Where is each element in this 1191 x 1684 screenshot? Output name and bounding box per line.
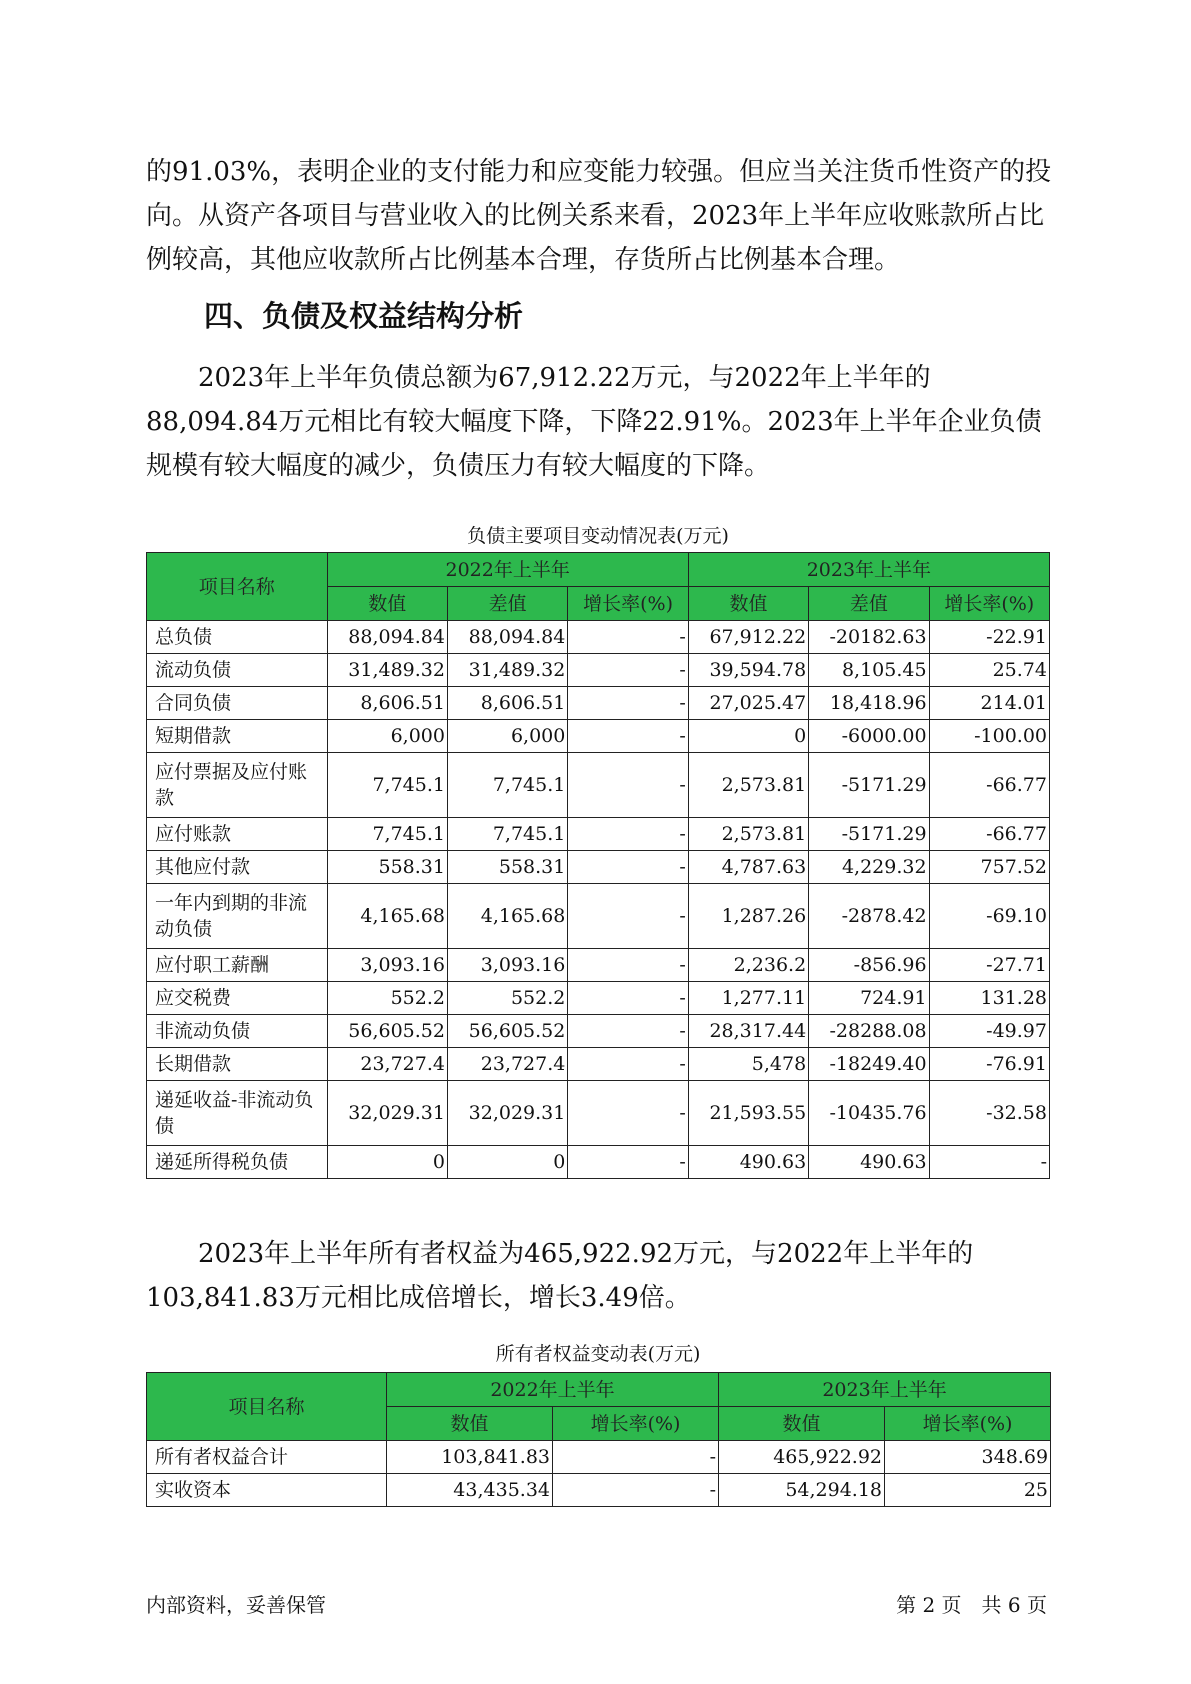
cell-g1: - xyxy=(568,687,688,720)
header-item-name: 项目名称 xyxy=(147,1373,387,1441)
cell-d1: 558.31 xyxy=(447,851,567,884)
cell-d2: -5171.29 xyxy=(809,818,929,851)
cell-g2: -32.58 xyxy=(929,1081,1049,1146)
cell-g1: - xyxy=(568,1048,688,1081)
table-row xyxy=(147,1015,1050,1048)
cell-d2: -18249.40 xyxy=(809,1048,929,1081)
header-value: 数值 xyxy=(719,1407,885,1441)
cell-g1: - xyxy=(568,884,688,949)
table-row xyxy=(147,1146,1050,1179)
table-row xyxy=(147,1441,1051,1474)
cell-g1: - xyxy=(568,1081,688,1146)
cell-d1: 32,029.31 xyxy=(447,1081,567,1146)
table-row xyxy=(147,621,1050,654)
row-label: 应交税费 xyxy=(147,982,328,1015)
header-item-name: 项目名称 xyxy=(147,553,328,621)
table-row xyxy=(147,1048,1050,1081)
cell-v1: 4,165.68 xyxy=(327,884,447,949)
cell-v1: 32,029.31 xyxy=(327,1081,447,1146)
cell-d2: -856.96 xyxy=(809,949,929,982)
header-value: 数值 xyxy=(688,587,808,621)
row-label: 所有者权益合计 xyxy=(147,1441,387,1474)
cell-d1: 552.2 xyxy=(447,982,567,1015)
cell-v2: 4,787.63 xyxy=(688,851,808,884)
cell-d1: 23,727.4 xyxy=(447,1048,567,1081)
header-growth: 增长率(%) xyxy=(568,587,688,621)
cell-v1: 0 xyxy=(327,1146,447,1179)
cell-d1: 3,093.16 xyxy=(447,949,567,982)
cell-d2: 8,105.45 xyxy=(809,654,929,687)
table-row xyxy=(147,949,1050,982)
cell-v2: 21,593.55 xyxy=(688,1081,808,1146)
table-row xyxy=(147,1081,1050,1146)
cell-g2: -76.91 xyxy=(929,1048,1049,1081)
cell-d2: -2878.42 xyxy=(809,884,929,949)
cell-d2: 18,418.96 xyxy=(809,687,929,720)
cell-v2: 465,922.92 xyxy=(719,1441,885,1474)
header-period-2023: 2023年上半年 xyxy=(688,553,1049,587)
row-label: 其他应付款 xyxy=(147,851,328,884)
cell-v2: 0 xyxy=(688,720,808,753)
cell-v2: 39,594.78 xyxy=(688,654,808,687)
cell-g2: 348.69 xyxy=(885,1441,1051,1474)
cell-g2: -100.00 xyxy=(929,720,1049,753)
cell-d1: 4,165.68 xyxy=(447,884,567,949)
cell-g2: -27.71 xyxy=(929,949,1049,982)
cell-v2: 67,912.22 xyxy=(688,621,808,654)
table-row xyxy=(147,851,1050,884)
header-value: 数值 xyxy=(327,587,447,621)
cell-g1: - xyxy=(568,621,688,654)
cell-v1: 558.31 xyxy=(327,851,447,884)
cell-g1: - xyxy=(568,1015,688,1048)
cell-g1: - xyxy=(568,654,688,687)
row-label: 流动负债 xyxy=(147,654,328,687)
cell-d1: 0 xyxy=(447,1146,567,1179)
cell-v1: 88,094.84 xyxy=(327,621,447,654)
header-period-2022: 2022年上半年 xyxy=(327,553,688,587)
liability-table-caption: 负债主要项目变动情况表(万元) xyxy=(467,525,729,547)
cell-v2: 2,573.81 xyxy=(688,753,808,818)
cell-v1: 103,841.83 xyxy=(387,1441,553,1474)
row-label: 递延收益-非流动负债 xyxy=(147,1081,328,1146)
cell-d2: -28288.08 xyxy=(809,1015,929,1048)
cell-g2: 25.74 xyxy=(929,654,1049,687)
cell-v2: 2,573.81 xyxy=(688,818,808,851)
cell-v1: 43,435.34 xyxy=(387,1474,553,1507)
cell-d1: 6,000 xyxy=(447,720,567,753)
header-period-2022: 2022年上半年 xyxy=(387,1373,719,1407)
cell-d1: 8,606.51 xyxy=(447,687,567,720)
cell-g1: - xyxy=(568,1146,688,1179)
row-label: 递延所得税负债 xyxy=(147,1146,328,1179)
cell-d1: 56,605.52 xyxy=(447,1015,567,1048)
cell-d1: 31,489.32 xyxy=(447,654,567,687)
cell-d2: 724.91 xyxy=(809,982,929,1015)
cell-v2: 28,317.44 xyxy=(688,1015,808,1048)
table-row xyxy=(147,753,1050,818)
cell-g2: 131.28 xyxy=(929,982,1049,1015)
cell-d2: -20182.63 xyxy=(809,621,929,654)
table-row xyxy=(147,687,1050,720)
cell-g2: - xyxy=(929,1146,1049,1179)
cell-v1: 56,605.52 xyxy=(327,1015,447,1048)
cell-d2: -10435.76 xyxy=(809,1081,929,1146)
table-row xyxy=(147,720,1050,753)
cell-v1: 6,000 xyxy=(327,720,447,753)
cell-v2: 2,236.2 xyxy=(688,949,808,982)
row-label: 长期借款 xyxy=(147,1048,328,1081)
cell-g1: - xyxy=(568,949,688,982)
liability-table xyxy=(146,552,1050,1179)
cell-g1: - xyxy=(553,1474,719,1507)
row-label: 一年内到期的非流动负债 xyxy=(147,884,328,949)
equity-table xyxy=(146,1372,1051,1507)
paragraph-equity-summary: 2023年上半年所有者权益为465,922.92万元，与2022年上半年的103,841.83万元相比成倍增长，增长3.49倍。 xyxy=(146,1239,974,1313)
paragraph-asset-ratio: 的91.03%，表明企业的支付能力和应变能力较强。但应当关注货币性资产的投向。从资产各项目与营业收入的比例关系来看，2023年上半年应收账款所占比例较高，其他应收款所占比例基本合理，存货所占比例基本合理。 xyxy=(146,157,1052,275)
cell-v2: 1,277.11 xyxy=(688,982,808,1015)
cell-v1: 23,727.4 xyxy=(327,1048,447,1081)
cell-v2: 1,287.26 xyxy=(688,884,808,949)
cell-v2: 54,294.18 xyxy=(719,1474,885,1507)
cell-g2: 25 xyxy=(885,1474,1051,1507)
cell-g2: -66.77 xyxy=(929,753,1049,818)
cell-v1: 31,489.32 xyxy=(327,654,447,687)
cell-g1: - xyxy=(553,1441,719,1474)
table-row xyxy=(147,818,1050,851)
row-label: 应付职工薪酬 xyxy=(147,949,328,982)
row-label: 非流动负债 xyxy=(147,1015,328,1048)
cell-v2: 5,478 xyxy=(688,1048,808,1081)
cell-d2: 4,229.32 xyxy=(809,851,929,884)
cell-g1: - xyxy=(568,753,688,818)
header-growth: 增长率(%) xyxy=(929,587,1049,621)
cell-g1: - xyxy=(568,982,688,1015)
table-row xyxy=(147,884,1050,949)
cell-v2: 490.63 xyxy=(688,1146,808,1179)
cell-v2: 27,025.47 xyxy=(688,687,808,720)
table-row xyxy=(147,654,1050,687)
row-label: 短期借款 xyxy=(147,720,328,753)
table-row xyxy=(147,1474,1051,1507)
footer-page-number: 第 2 页 共 6 页 xyxy=(896,1593,1047,1617)
footer-confidential-note: 内部资料，妥善保管 xyxy=(146,1593,326,1617)
cell-d2: -6000.00 xyxy=(809,720,929,753)
row-label: 合同负债 xyxy=(147,687,328,720)
cell-d2: 490.63 xyxy=(809,1146,929,1179)
cell-g2: -66.77 xyxy=(929,818,1049,851)
header-diff: 差值 xyxy=(447,587,567,621)
cell-d1: 7,745.1 xyxy=(447,753,567,818)
cell-g2: 757.52 xyxy=(929,851,1049,884)
cell-g2: -49.97 xyxy=(929,1015,1049,1048)
table-row xyxy=(147,982,1050,1015)
section-heading: 四、负债及权益结构分析 xyxy=(204,299,524,333)
cell-g2: -22.91 xyxy=(929,621,1049,654)
cell-v1: 7,745.1 xyxy=(327,753,447,818)
row-label: 应付票据及应付账款 xyxy=(147,753,328,818)
cell-d1: 88,094.84 xyxy=(447,621,567,654)
header-growth: 增长率(%) xyxy=(885,1407,1051,1441)
cell-g1: - xyxy=(568,720,688,753)
cell-g1: - xyxy=(568,851,688,884)
header-value: 数值 xyxy=(387,1407,553,1441)
row-label: 应付账款 xyxy=(147,818,328,851)
cell-g2: -69.10 xyxy=(929,884,1049,949)
cell-v1: 552.2 xyxy=(327,982,447,1015)
cell-d2: -5171.29 xyxy=(809,753,929,818)
row-label: 总负债 xyxy=(147,621,328,654)
cell-g2: 214.01 xyxy=(929,687,1049,720)
equity-table-caption: 所有者权益变动表(万元) xyxy=(495,1343,701,1365)
row-label: 实收资本 xyxy=(147,1474,387,1507)
header-period-2023: 2023年上半年 xyxy=(719,1373,1051,1407)
paragraph-liability-summary: 2023年上半年负债总额为67,912.22万元，与2022年上半年的88,094.84万元相比有较大幅度下降，下降22.91%。2023年上半年企业负债规模有较大幅度的减少，负债压力有较大幅度的下降。 xyxy=(146,363,1042,481)
cell-v1: 3,093.16 xyxy=(327,949,447,982)
cell-g1: - xyxy=(568,818,688,851)
cell-v1: 7,745.1 xyxy=(327,818,447,851)
cell-d1: 7,745.1 xyxy=(447,818,567,851)
header-diff: 差值 xyxy=(809,587,929,621)
header-growth: 增长率(%) xyxy=(553,1407,719,1441)
cell-v1: 8,606.51 xyxy=(327,687,447,720)
